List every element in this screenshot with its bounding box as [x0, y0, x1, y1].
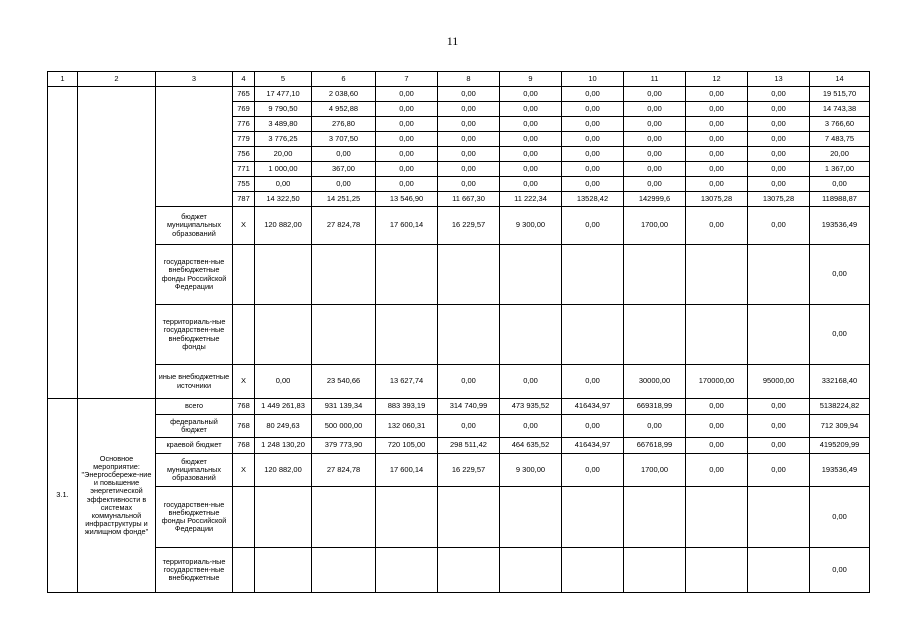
data-cell: 0,00 [438, 162, 500, 177]
data-cell: 0,00 [312, 177, 376, 192]
data-cell: 30000,00 [624, 365, 686, 399]
column-header: 13 [748, 72, 810, 87]
data-cell: 17 600,14 [376, 207, 438, 245]
data-cell [624, 548, 686, 593]
data-cell: 0,00 [562, 207, 624, 245]
data-cell: 0,00 [562, 147, 624, 162]
column-header: 9 [500, 72, 562, 87]
data-cell: 667618,99 [624, 438, 686, 454]
data-cell [686, 245, 748, 305]
data-cell: 0,00 [686, 438, 748, 454]
data-cell: 9 300,00 [500, 454, 562, 487]
data-cell: 0,00 [686, 117, 748, 132]
data-cell: 787 [233, 192, 255, 207]
data-cell: 16 229,57 [438, 207, 500, 245]
source-label: федеральный бюджет [156, 415, 233, 438]
data-cell [255, 548, 312, 593]
source-label: иные внебюджетные источники [156, 365, 233, 399]
data-cell: 170000,00 [686, 365, 748, 399]
data-cell: 5138224,82 [810, 399, 870, 415]
data-cell: 473 935,52 [500, 399, 562, 415]
data-cell: 0,00 [438, 102, 500, 117]
column-header: 10 [562, 72, 624, 87]
data-cell: 768 [233, 415, 255, 438]
data-cell: 0,00 [686, 207, 748, 245]
data-cell: 3 776,25 [255, 132, 312, 147]
data-cell: 4 952,88 [312, 102, 376, 117]
data-cell: 0,00 [255, 177, 312, 192]
data-cell: 0,00 [500, 162, 562, 177]
data-cell: 9 790,50 [255, 102, 312, 117]
data-cell: 768 [233, 438, 255, 454]
data-cell: 379 773,90 [312, 438, 376, 454]
data-cell: 11 667,30 [438, 192, 500, 207]
data-cell: 1 449 261,83 [255, 399, 312, 415]
data-cell: 416434,97 [562, 438, 624, 454]
data-cell: 23 540,66 [312, 365, 376, 399]
data-cell [748, 487, 810, 548]
source-label: бюджет муниципальных образований [156, 207, 233, 245]
data-cell: 776 [233, 117, 255, 132]
data-cell: 80 249,63 [255, 415, 312, 438]
data-cell [562, 305, 624, 365]
data-cell [255, 487, 312, 548]
data-cell: 0,00 [500, 102, 562, 117]
data-cell: 0,00 [686, 132, 748, 147]
data-cell: 193536,49 [810, 454, 870, 487]
data-cell [312, 548, 376, 593]
data-cell: 27 824,78 [312, 454, 376, 487]
data-cell: 0,00 [748, 177, 810, 192]
data-cell: 0,00 [686, 177, 748, 192]
data-cell: 9 300,00 [500, 207, 562, 245]
data-cell: 367,00 [312, 162, 376, 177]
data-cell: 0,00 [748, 438, 810, 454]
source-label: государствен-ные внебюджетные фонды Российской Федерации [156, 487, 233, 548]
data-cell: 0,00 [562, 454, 624, 487]
data-cell: 0,00 [500, 117, 562, 132]
data-cell: 0,00 [810, 177, 870, 192]
data-cell: 0,00 [438, 117, 500, 132]
data-cell: 4195209,99 [810, 438, 870, 454]
data-cell: 20,00 [255, 147, 312, 162]
data-cell: 0,00 [376, 117, 438, 132]
data-cell: 0,00 [376, 87, 438, 102]
data-cell: 1700,00 [624, 207, 686, 245]
data-cell: 0,00 [562, 162, 624, 177]
data-cell: 16 229,57 [438, 454, 500, 487]
source-label: бюджет муниципальных образований [156, 454, 233, 487]
data-cell: 0,00 [376, 147, 438, 162]
data-cell: 120 882,00 [255, 454, 312, 487]
data-cell: 95000,00 [748, 365, 810, 399]
data-cell: 464 635,52 [500, 438, 562, 454]
data-cell [748, 548, 810, 593]
source-label: территориаль-ные государствен-ные внебюджетные фонды [156, 305, 233, 365]
source-cell [156, 87, 233, 207]
data-cell [233, 305, 255, 365]
data-cell: 0,00 [748, 102, 810, 117]
data-cell [376, 305, 438, 365]
data-cell: 0,00 [438, 87, 500, 102]
data-cell: 0,00 [438, 132, 500, 147]
data-cell: 0,00 [624, 162, 686, 177]
data-cell: 0,00 [500, 365, 562, 399]
data-cell: 13528,42 [562, 192, 624, 207]
data-cell: 0,00 [624, 415, 686, 438]
data-cell: 768 [233, 399, 255, 415]
data-cell [686, 305, 748, 365]
data-cell [438, 305, 500, 365]
data-cell: 13075,28 [748, 192, 810, 207]
data-cell: 0,00 [376, 132, 438, 147]
data-cell: 0,00 [686, 102, 748, 117]
data-cell: 669318,99 [624, 399, 686, 415]
table-row [48, 487, 870, 548]
data-cell: 0,00 [686, 87, 748, 102]
data-cell: X [233, 207, 255, 245]
data-cell: 0,00 [810, 245, 870, 305]
data-cell: 20,00 [810, 147, 870, 162]
data-cell: 0,00 [810, 305, 870, 365]
data-cell: 0,00 [438, 177, 500, 192]
table-row [48, 415, 870, 438]
data-cell [686, 548, 748, 593]
data-cell: 771 [233, 162, 255, 177]
data-cell [312, 245, 376, 305]
column-header: 5 [255, 72, 312, 87]
data-cell: 0,00 [438, 365, 500, 399]
data-cell: 3 707,50 [312, 132, 376, 147]
data-cell [438, 548, 500, 593]
data-cell: 13075,28 [686, 192, 748, 207]
data-cell: 0,00 [438, 147, 500, 162]
data-cell: 0,00 [438, 415, 500, 438]
data-cell: 2 038,60 [312, 87, 376, 102]
data-cell: 755 [233, 177, 255, 192]
data-cell: 0,00 [624, 177, 686, 192]
data-cell [255, 245, 312, 305]
data-cell: 0,00 [810, 548, 870, 593]
data-cell: 0,00 [748, 207, 810, 245]
data-cell: 769 [233, 102, 255, 117]
data-cell: 0,00 [376, 162, 438, 177]
data-cell [233, 245, 255, 305]
data-cell: 0,00 [748, 87, 810, 102]
data-cell: 332168,40 [810, 365, 870, 399]
data-cell: 27 824,78 [312, 207, 376, 245]
data-cell: 0,00 [255, 365, 312, 399]
column-header: 12 [686, 72, 748, 87]
table-row [48, 245, 870, 305]
table-row [48, 399, 870, 415]
column-header: 6 [312, 72, 376, 87]
source-label: государствен-ные внебюджетные фонды Российской Федерации [156, 245, 233, 305]
data-cell: 7 483,75 [810, 132, 870, 147]
data-cell: 0,00 [376, 102, 438, 117]
data-cell [562, 548, 624, 593]
data-cell: 0,00 [810, 487, 870, 548]
data-cell: 416434,97 [562, 399, 624, 415]
data-cell: 0,00 [500, 415, 562, 438]
data-cell: 19 515,70 [810, 87, 870, 102]
data-cell: 1 248 130,20 [255, 438, 312, 454]
column-header: 4 [233, 72, 255, 87]
data-cell [500, 487, 562, 548]
data-cell: 0,00 [500, 132, 562, 147]
data-cell: 1700,00 [624, 454, 686, 487]
data-cell: 1 367,00 [810, 162, 870, 177]
data-cell: 0,00 [624, 87, 686, 102]
data-cell: 0,00 [624, 132, 686, 147]
data-cell: 120 882,00 [255, 207, 312, 245]
data-cell: 0,00 [686, 415, 748, 438]
data-cell [438, 245, 500, 305]
table-row [48, 207, 870, 245]
table-row [48, 548, 870, 593]
data-cell [500, 548, 562, 593]
column-header: 11 [624, 72, 686, 87]
data-cell: 0,00 [376, 177, 438, 192]
data-cell [748, 245, 810, 305]
data-cell: 779 [233, 132, 255, 147]
data-cell: 1 000,00 [255, 162, 312, 177]
data-cell: 14 251,25 [312, 192, 376, 207]
data-cell: 0,00 [500, 147, 562, 162]
source-label: краевой бюджет [156, 438, 233, 454]
data-cell: 0,00 [624, 117, 686, 132]
header-row [48, 72, 870, 87]
data-cell: 3 489,80 [255, 117, 312, 132]
data-cell: 756 [233, 147, 255, 162]
data-cell [376, 487, 438, 548]
data-cell [255, 305, 312, 365]
data-cell: 0,00 [748, 147, 810, 162]
data-cell [686, 487, 748, 548]
data-cell: 0,00 [748, 162, 810, 177]
activity-number: 3.1. [48, 399, 78, 593]
data-cell: 298 511,42 [438, 438, 500, 454]
data-cell: 13 627,74 [376, 365, 438, 399]
data-cell: 0,00 [500, 177, 562, 192]
budget-table [47, 71, 870, 593]
column-header: 8 [438, 72, 500, 87]
data-cell: 132 060,31 [376, 415, 438, 438]
data-cell: 142999,6 [624, 192, 686, 207]
data-cell [312, 305, 376, 365]
data-cell: X [233, 454, 255, 487]
data-cell: 17 600,14 [376, 454, 438, 487]
data-cell: 0,00 [312, 147, 376, 162]
data-cell: 0,00 [562, 415, 624, 438]
data-cell: 17 477,10 [255, 87, 312, 102]
source-label: территориаль-ные государствен-ные внебюджетные [156, 548, 233, 593]
data-cell: 720 105,00 [376, 438, 438, 454]
data-cell: 0,00 [748, 117, 810, 132]
data-cell: 0,00 [686, 454, 748, 487]
data-cell: 0,00 [748, 415, 810, 438]
activity-name: Основное мероприятие: "Энергосбереже-ние и повышение энергетической эффективности в системах коммунальной инфраструктуры и жилищном фонде" [78, 399, 156, 593]
column-header: 2 [78, 72, 156, 87]
data-cell: 0,00 [562, 132, 624, 147]
data-cell: 883 393,19 [376, 399, 438, 415]
data-cell [233, 548, 255, 593]
data-cell: 0,00 [748, 454, 810, 487]
table-row [48, 305, 870, 365]
table-row [48, 438, 870, 454]
table-row [48, 454, 870, 487]
table-row [48, 87, 870, 102]
data-cell [500, 305, 562, 365]
data-cell: 0,00 [624, 102, 686, 117]
data-cell [624, 245, 686, 305]
data-cell [312, 487, 376, 548]
data-cell [624, 305, 686, 365]
data-cell: 0,00 [562, 87, 624, 102]
data-cell: 0,00 [624, 147, 686, 162]
data-cell: 0,00 [562, 102, 624, 117]
name-cell [78, 87, 156, 399]
table-row [48, 365, 870, 399]
data-cell: 0,00 [562, 365, 624, 399]
column-header: 3 [156, 72, 233, 87]
page-number: 11 [446, 34, 459, 48]
data-cell: 13 546,90 [376, 192, 438, 207]
data-cell [438, 487, 500, 548]
data-cell: 500 000,00 [312, 415, 376, 438]
data-cell: 0,00 [686, 162, 748, 177]
data-cell: 0,00 [748, 399, 810, 415]
data-cell: 931 139,34 [312, 399, 376, 415]
num-cell [48, 87, 78, 399]
data-cell: 765 [233, 87, 255, 102]
data-cell: 276,80 [312, 117, 376, 132]
column-header: 14 [810, 72, 870, 87]
data-cell: 314 740,99 [438, 399, 500, 415]
data-cell: 193536,49 [810, 207, 870, 245]
column-header: 7 [376, 72, 438, 87]
data-cell: 0,00 [562, 117, 624, 132]
data-cell: 118988,87 [810, 192, 870, 207]
data-cell [562, 245, 624, 305]
data-cell [748, 305, 810, 365]
data-cell: 11 222,34 [500, 192, 562, 207]
data-cell [500, 245, 562, 305]
data-cell [624, 487, 686, 548]
data-cell: 0,00 [500, 87, 562, 102]
data-cell: 0,00 [686, 147, 748, 162]
data-cell: 3 766,60 [810, 117, 870, 132]
data-cell: 0,00 [748, 132, 810, 147]
column-header: 1 [48, 72, 78, 87]
data-cell: 14 743,38 [810, 102, 870, 117]
data-cell: 0,00 [562, 177, 624, 192]
data-cell: 14 322,50 [255, 192, 312, 207]
data-cell [376, 548, 438, 593]
source-label: всего [156, 399, 233, 415]
data-cell [233, 487, 255, 548]
data-cell: 0,00 [686, 399, 748, 415]
data-cell: X [233, 365, 255, 399]
data-cell [562, 487, 624, 548]
data-cell [376, 245, 438, 305]
data-cell: 712 309,94 [810, 415, 870, 438]
